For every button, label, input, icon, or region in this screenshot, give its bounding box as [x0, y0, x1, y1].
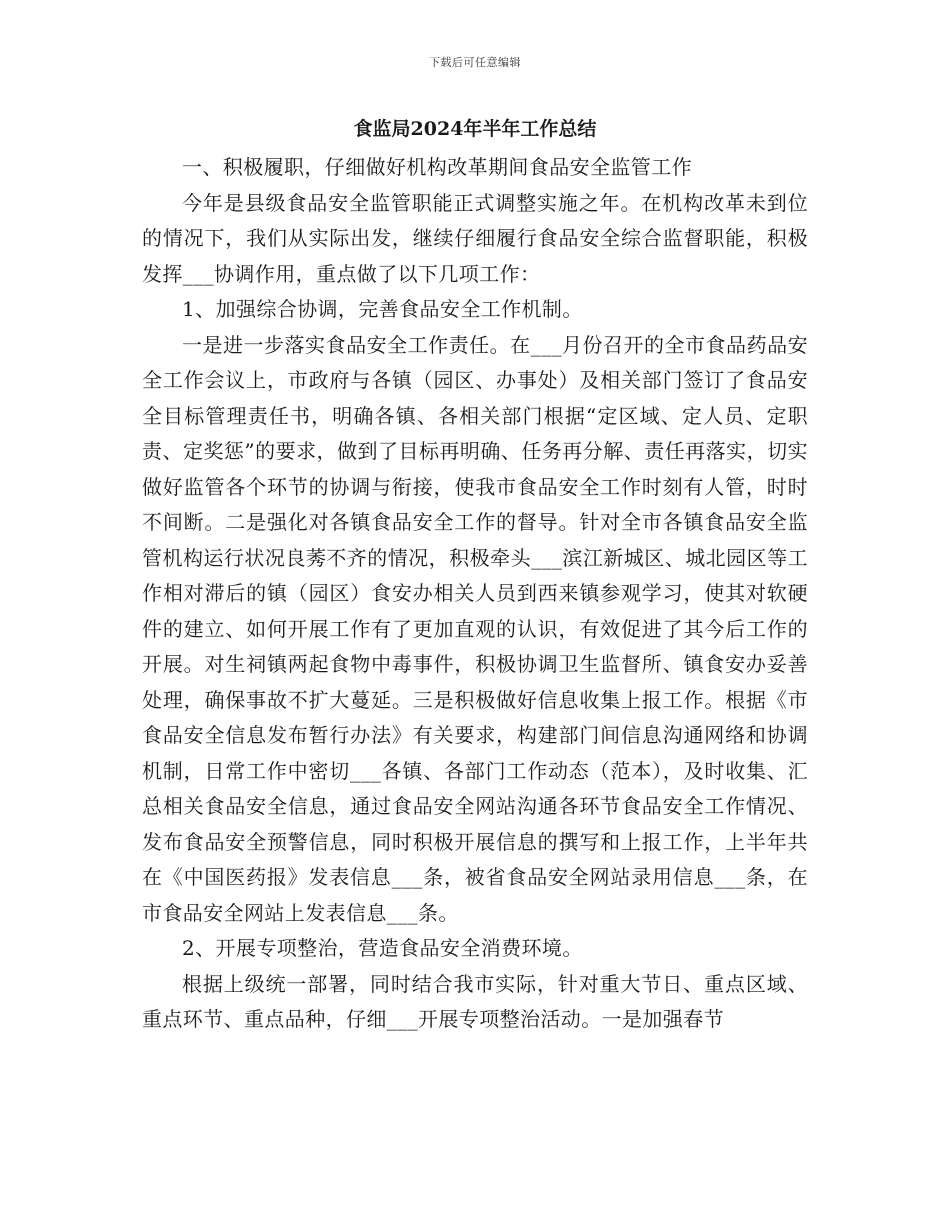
header-note: 下载后可任意编辑	[429, 56, 521, 69]
body-paragraph: 今年是县级食品安全监管职能正式调整实施之年。在机构改革未到位的情况下，我们从实际出发，继续仔细履行食品安全综合监督职能，积极发挥___协调作用，重点做了以下几项工作：	[142, 190, 808, 286]
body-paragraph: 根据上级统一部署，同时结合我市实际，针对重大节日、重点区域、重点环节、重点品种，仔细___开展专项整治活动。一是加强春节	[142, 971, 808, 1031]
subsection-heading: 2、开展专项整治，营造食品安全消费环境。	[182, 936, 583, 960]
section-heading: 一、积极履职，仔细做好机构改革期间食品安全监管工作	[182, 155, 692, 179]
document-title: 食监局2024年半年工作总结	[353, 118, 597, 140]
subsection-heading: 1、加强综合协调，完善食品安全工作机制。	[182, 297, 583, 321]
document-body	[142, 150, 808, 1038]
body-paragraph: 一是进一步落实食品安全工作责任。在___月份召开的全市食品药品安全工作会议上，市政府与各镇（园区、办事处）及相关部门签订了食品安全目标管理责任书，明确各镇、各相关部门根据“定区域、定人员、定职责、定奖惩”的要求，做到了目标再明确、任务再分解、责任再落实，切实做好监管各个环节的协调与衔接，使我市食品安全工作时刻有人管，时时不间断。二是强化对各镇食品安全工作的督导。针对全市各镇食品安全监管机构运行状况良莠不齐的情况，积极牵头___滨江新城区、城北园区等工作相对滞后的镇（园区）食安办相关人员到西来镇参观学习，使其对软硬件的建立、如何开展工作有了更加直观的认识，有效促进了其今后工作的开展。对生祠镇两起食物中毒事件，积极协调卫生监督所、镇食安办妥善处理，确保事故不扩大蔓延。三是积极做好信息收集上报工作。根据《市食品安全信息发布暂行办法》有关要求，构建部门间信息沟通网络和协调机制，日常工作中密切___各镇、各部门工作动态（范本），及时收集、汇总相关食品安全信息，通过食品安全网站沟通各环节食品安全工作情况、发布食品安全预警信息，同时积极开展信息的撰写和上报工作，上半年共在《中国医药报》发表信息___条，被省食品安全网站录用信息___条，在市食品安全网站上发表信息___条。	[142, 332, 808, 925]
